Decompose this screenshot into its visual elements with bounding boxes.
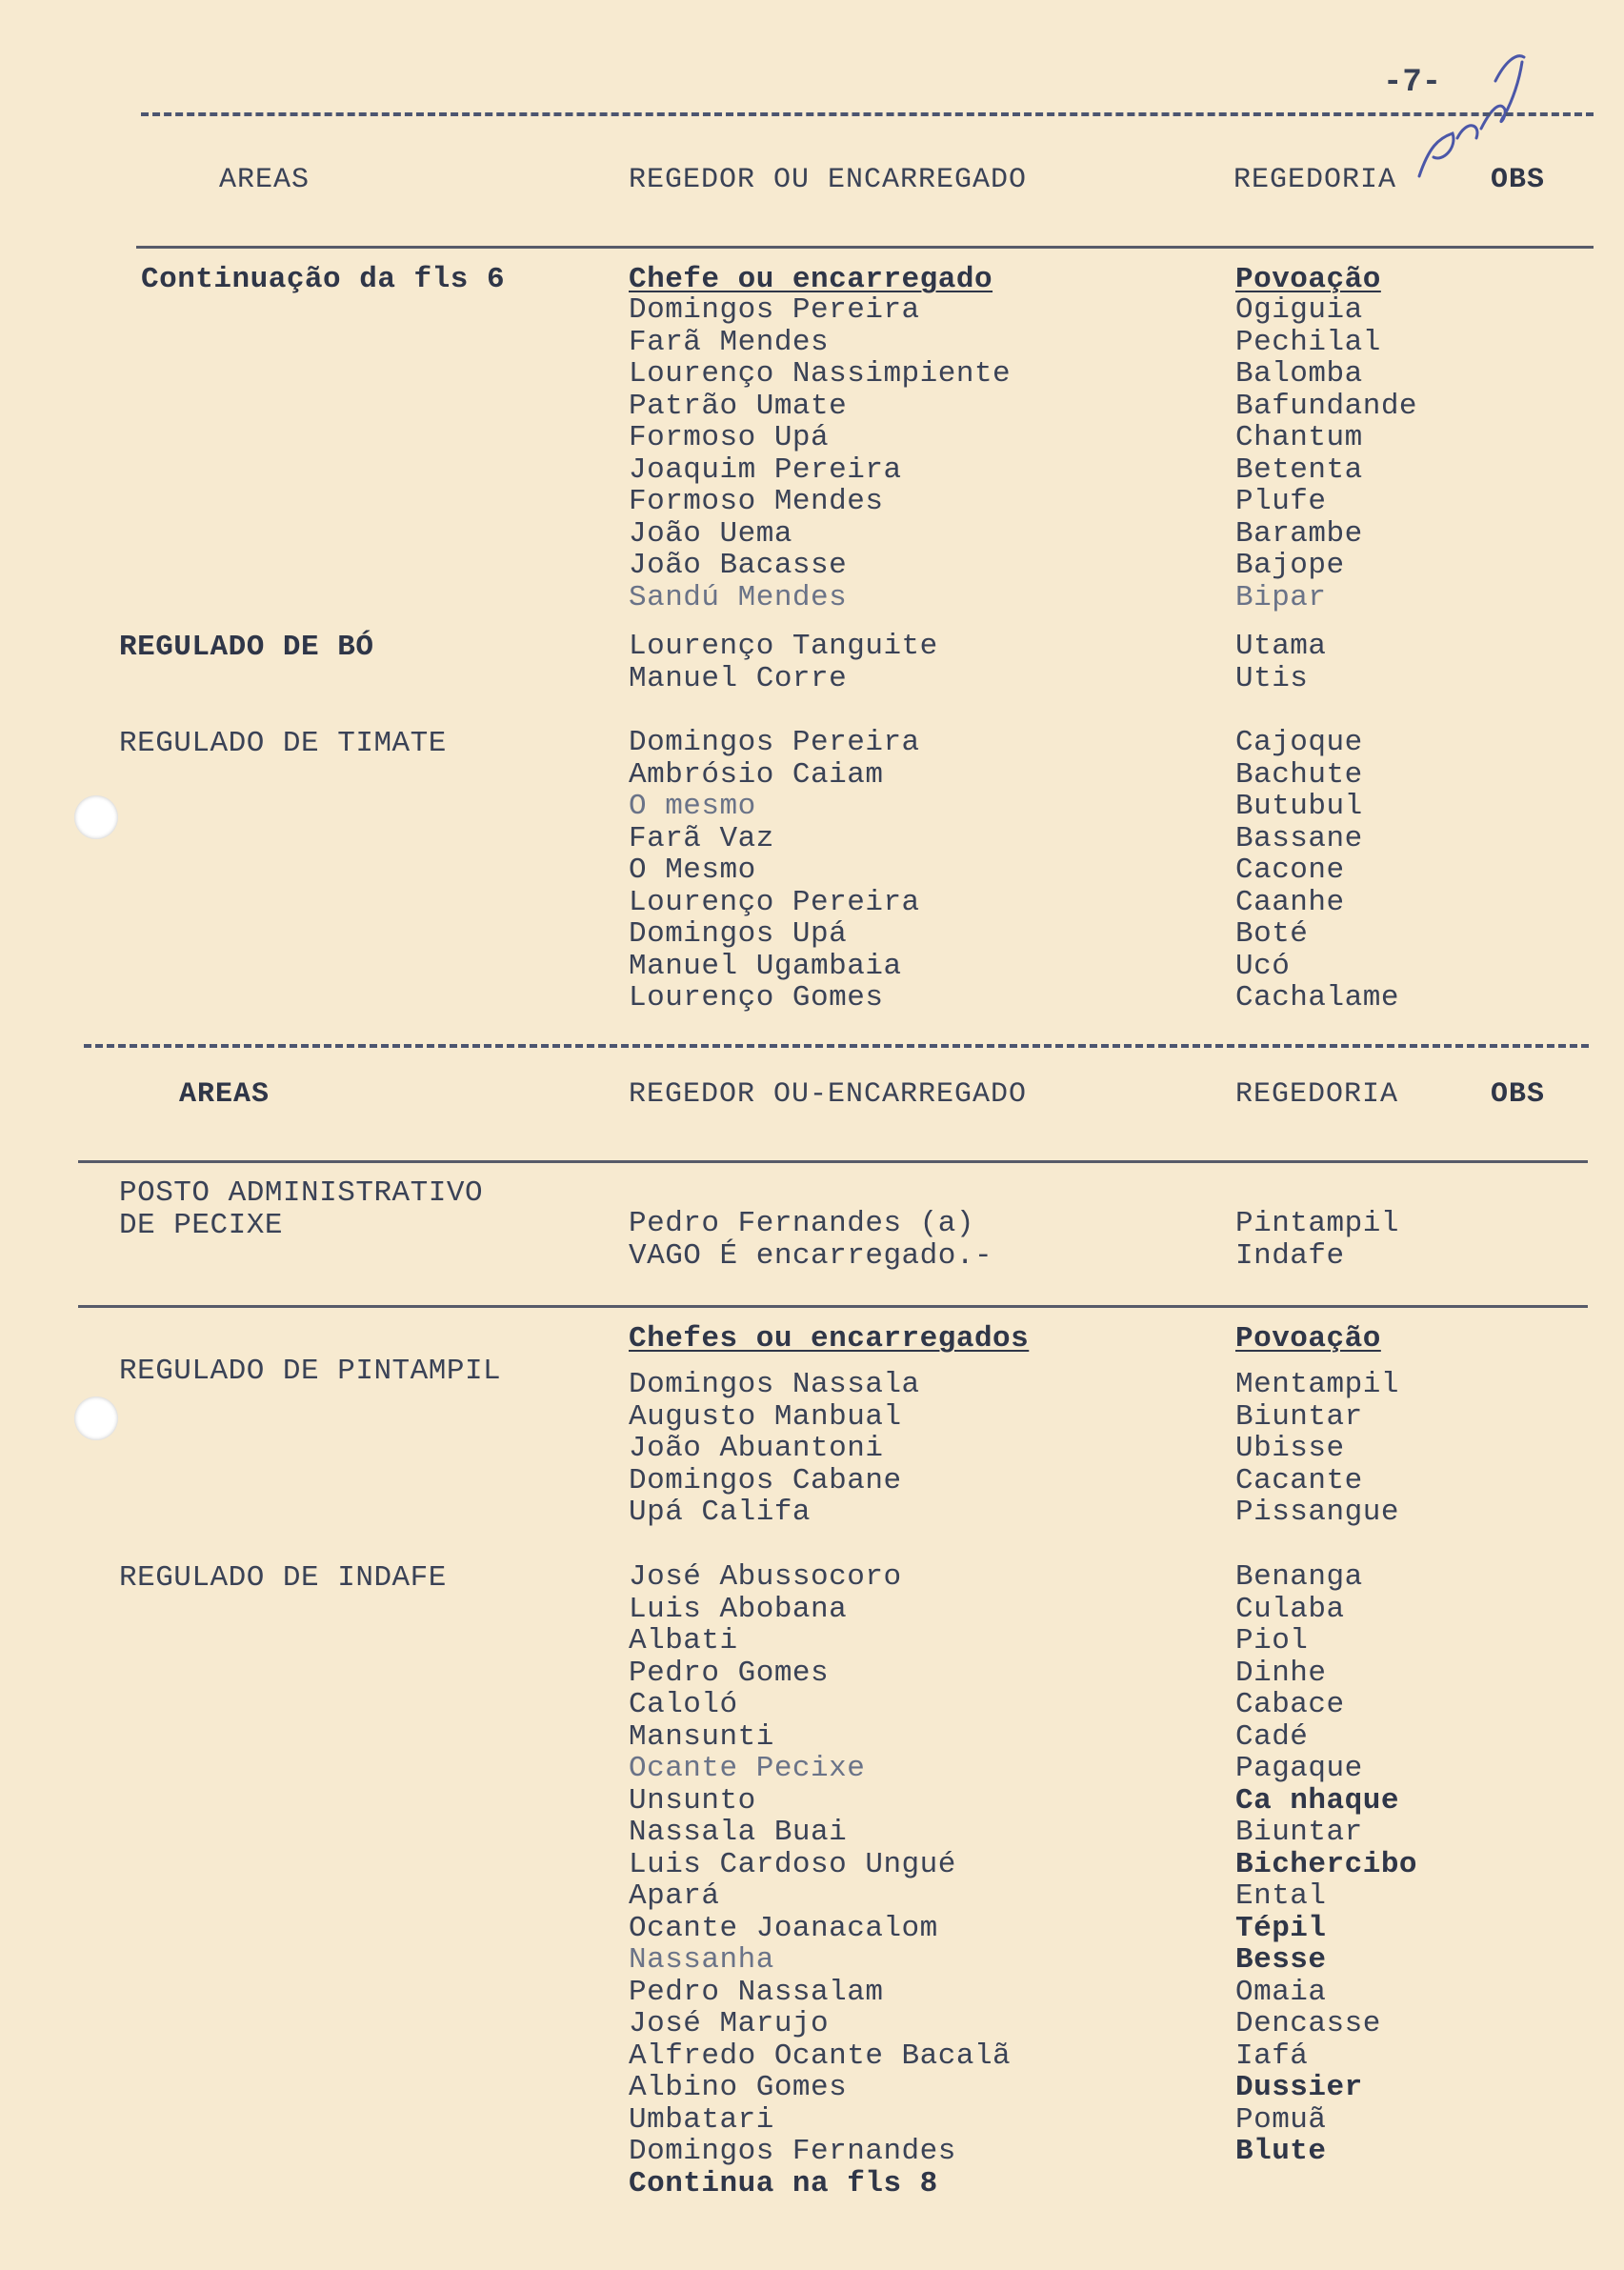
list-item: Pomuã — [1235, 2102, 1327, 2137]
list-item: Culaba — [1235, 1592, 1345, 1626]
punch-hole — [74, 1396, 118, 1440]
area-label: REGULADO DE INDAFE — [119, 1561, 447, 1595]
list-item: Unsunto — [629, 1783, 756, 1818]
list-item: Manuel Corre — [629, 661, 848, 695]
list-item: Nassanha — [629, 1943, 774, 1977]
area-label: POSTO ADMINISTRATIVO — [119, 1176, 484, 1210]
list-item: Caanhe — [1235, 885, 1345, 919]
list-item: VAGO É encarregado.- — [629, 1238, 993, 1273]
list-item: Bachute — [1235, 757, 1363, 792]
posto-area — [119, 1177, 483, 1241]
list-item: Nassala Buai — [629, 1816, 848, 1849]
names-column — [629, 727, 920, 1014]
list-item: Ental — [1235, 1879, 1327, 1913]
header2-regedor: REGEDOR OU-ENCARREGADO — [629, 1078, 1028, 1111]
list-item: Pedro Fernandes (a) — [629, 1207, 974, 1240]
list-item: Caloló — [629, 1688, 738, 1721]
list-item: Mansunti — [629, 1719, 774, 1754]
list-item: Cajoque — [1235, 726, 1363, 759]
list-item: Iafá — [1235, 2039, 1309, 2073]
list-item: Tépil — [1235, 1911, 1327, 1945]
list-item: Ubisse — [1235, 1432, 1345, 1465]
list-item: Ucó — [1235, 949, 1291, 983]
list-item: Pedro Gomes — [629, 1656, 830, 1690]
header-regedoria: REGEDORIA — [1233, 164, 1397, 196]
list-item: Domingos Fernandes — [629, 2135, 956, 2168]
list-item: Pechilal — [1235, 325, 1381, 359]
list-item: Bipar — [1235, 580, 1327, 614]
subheader-povoacao: Povoação — [1235, 263, 1381, 296]
header-regedor: REGEDOR OU ENCARREGADO — [629, 164, 1028, 196]
list-item: Farã Mendes — [629, 325, 830, 359]
list-item: Biuntar — [1235, 1816, 1363, 1849]
area-label: DE PECIXE — [119, 1208, 283, 1242]
list-item: Patrão Umate — [629, 389, 848, 423]
area-label: REGULADO DE BÓ — [119, 631, 374, 664]
list-item: Joaquim Pereira — [629, 452, 902, 487]
header-rule-bottom — [136, 246, 1594, 249]
list-item: O Mesmo — [629, 854, 756, 887]
list-item: Plufe — [1235, 485, 1327, 518]
list-item: Utis — [1235, 661, 1309, 695]
list-item: Domingos Pereira — [629, 293, 920, 327]
list-item: Albino Gomes — [629, 2071, 848, 2104]
header2-regedoria: REGEDORIA — [1235, 1078, 1399, 1111]
list-item: Ca nhaque — [1235, 1783, 1399, 1818]
list-item: Domingos Cabane — [629, 1463, 902, 1497]
list-item: Cachalame — [1235, 981, 1399, 1014]
subheader-chefe: Chefe ou encarregado — [629, 263, 993, 296]
list-item: Barambe — [1235, 516, 1363, 551]
names-column — [629, 1561, 1011, 2200]
places-column — [1235, 1561, 1417, 2168]
list-item: José Marujo — [629, 2007, 830, 2040]
subheader-povoacao: Povoação — [1235, 1322, 1381, 1356]
header2-rule-bottom — [78, 1160, 1588, 1163]
list-item: Cacante — [1235, 1463, 1363, 1497]
area-label: Continuação da fls 6 — [141, 263, 506, 296]
list-item: Chantum — [1235, 421, 1363, 454]
list-item: Pagaque — [1235, 1752, 1363, 1785]
list-item: Domingos Upá — [629, 917, 848, 951]
list-item: Luis Abobana — [629, 1592, 848, 1626]
list-item: Pedro Nassalam — [629, 1975, 884, 2009]
list-item: Ocante Pecixe — [629, 1752, 866, 1785]
list-item: Albati — [629, 1624, 738, 1657]
header-rule-top — [141, 112, 1594, 116]
list-item: Ogiguia — [1235, 293, 1363, 327]
list-item: Dinhe — [1235, 1656, 1327, 1690]
header-obs: OBS — [1491, 164, 1546, 196]
list-item: Indafe — [1235, 1238, 1345, 1273]
names-column — [629, 631, 938, 694]
names-column — [629, 1369, 920, 1529]
list-item: Luis Cardoso Ungué — [629, 1847, 956, 1881]
header-areas: AREAS — [219, 164, 311, 196]
list-item: Umbatari — [629, 2102, 774, 2137]
list-item: José Abussocoro — [629, 1560, 902, 1594]
places-column — [1235, 1208, 1399, 1272]
area-label: REGULADO DE TIMATE — [119, 727, 447, 760]
list-item: Bafundande — [1235, 389, 1418, 423]
list-item: Domingos Pereira — [629, 726, 920, 759]
list-item: Ambrósio Caiam — [629, 757, 884, 792]
list-item: Utama — [1235, 630, 1327, 663]
list-item: Bassane — [1235, 821, 1363, 855]
list-item: Pintampil — [1235, 1207, 1399, 1240]
list-item: Mentampil — [1235, 1368, 1399, 1401]
list-item: João Uema — [629, 516, 792, 551]
list-item: Bichercibo — [1235, 1847, 1418, 1881]
area-label: REGULADO DE PINTAMPIL — [119, 1355, 502, 1388]
list-item: Farã Vaz — [629, 821, 774, 855]
list-item: Bajope — [1235, 549, 1345, 582]
places-column — [1235, 1369, 1399, 1529]
list-item: Alfredo Ocante Bacalã — [629, 2039, 1012, 2073]
list-item: Benanga — [1235, 1560, 1363, 1594]
header2-obs: OBS — [1491, 1078, 1546, 1111]
list-item: João Abuantoni — [629, 1432, 884, 1465]
list-item: Formoso Upá — [629, 421, 830, 454]
subheader-chefes: Chefes ou encarregados — [629, 1322, 1030, 1356]
list-item: Manuel Ugambaia — [629, 949, 902, 983]
page-number: -7- — [1383, 65, 1442, 101]
list-item: João Bacasse — [629, 549, 848, 582]
list-item: Pissangue — [1235, 1496, 1399, 1529]
places-column — [1235, 727, 1399, 1014]
list-item: Betenta — [1235, 452, 1363, 487]
header2-areas: AREAS — [179, 1078, 271, 1111]
list-item: Butubul — [1235, 790, 1363, 823]
list-item: Cadé — [1235, 1719, 1309, 1754]
list-item: Cacone — [1235, 854, 1345, 887]
list-item: Formoso Mendes — [629, 485, 884, 518]
continuation-note: Continua na fls 8 — [629, 2166, 938, 2200]
list-item: Apará — [629, 1879, 720, 1913]
list-item: Biuntar — [1235, 1399, 1363, 1434]
list-item: Upá Califa — [629, 1496, 812, 1529]
list-item: Besse — [1235, 1943, 1327, 1977]
list-item: Lourenço Gomes — [629, 981, 884, 1014]
list-item: Augusto Manbual — [629, 1399, 902, 1434]
list-item: Boté — [1235, 917, 1309, 951]
list-item: Lourenço Nassimpiente — [629, 357, 1012, 391]
punch-hole — [74, 795, 118, 839]
list-item: Lourenço Tanguite — [629, 630, 938, 663]
names-column — [629, 294, 1011, 613]
list-item: Domingos Nassala — [629, 1368, 920, 1401]
list-item: Dussier — [1235, 2071, 1363, 2104]
list-item: Sandú Mendes — [629, 580, 848, 614]
list-item: Omaia — [1235, 1975, 1327, 2009]
list-item: Lourenço Pereira — [629, 885, 920, 919]
section-divider — [78, 1305, 1588, 1308]
header2-rule-top — [84, 1044, 1589, 1048]
list-item: Ocante Joanacalom — [629, 1911, 938, 1945]
list-item: Dencasse — [1235, 2007, 1381, 2040]
list-item: Balomba — [1235, 357, 1363, 391]
list-item: Blute — [1235, 2135, 1327, 2168]
list-item: O mesmo — [629, 790, 756, 823]
places-column — [1235, 294, 1417, 613]
list-item: Piol — [1235, 1624, 1309, 1657]
places-column — [1235, 631, 1327, 694]
names-column — [629, 1208, 992, 1272]
list-item: Cabace — [1235, 1688, 1345, 1721]
